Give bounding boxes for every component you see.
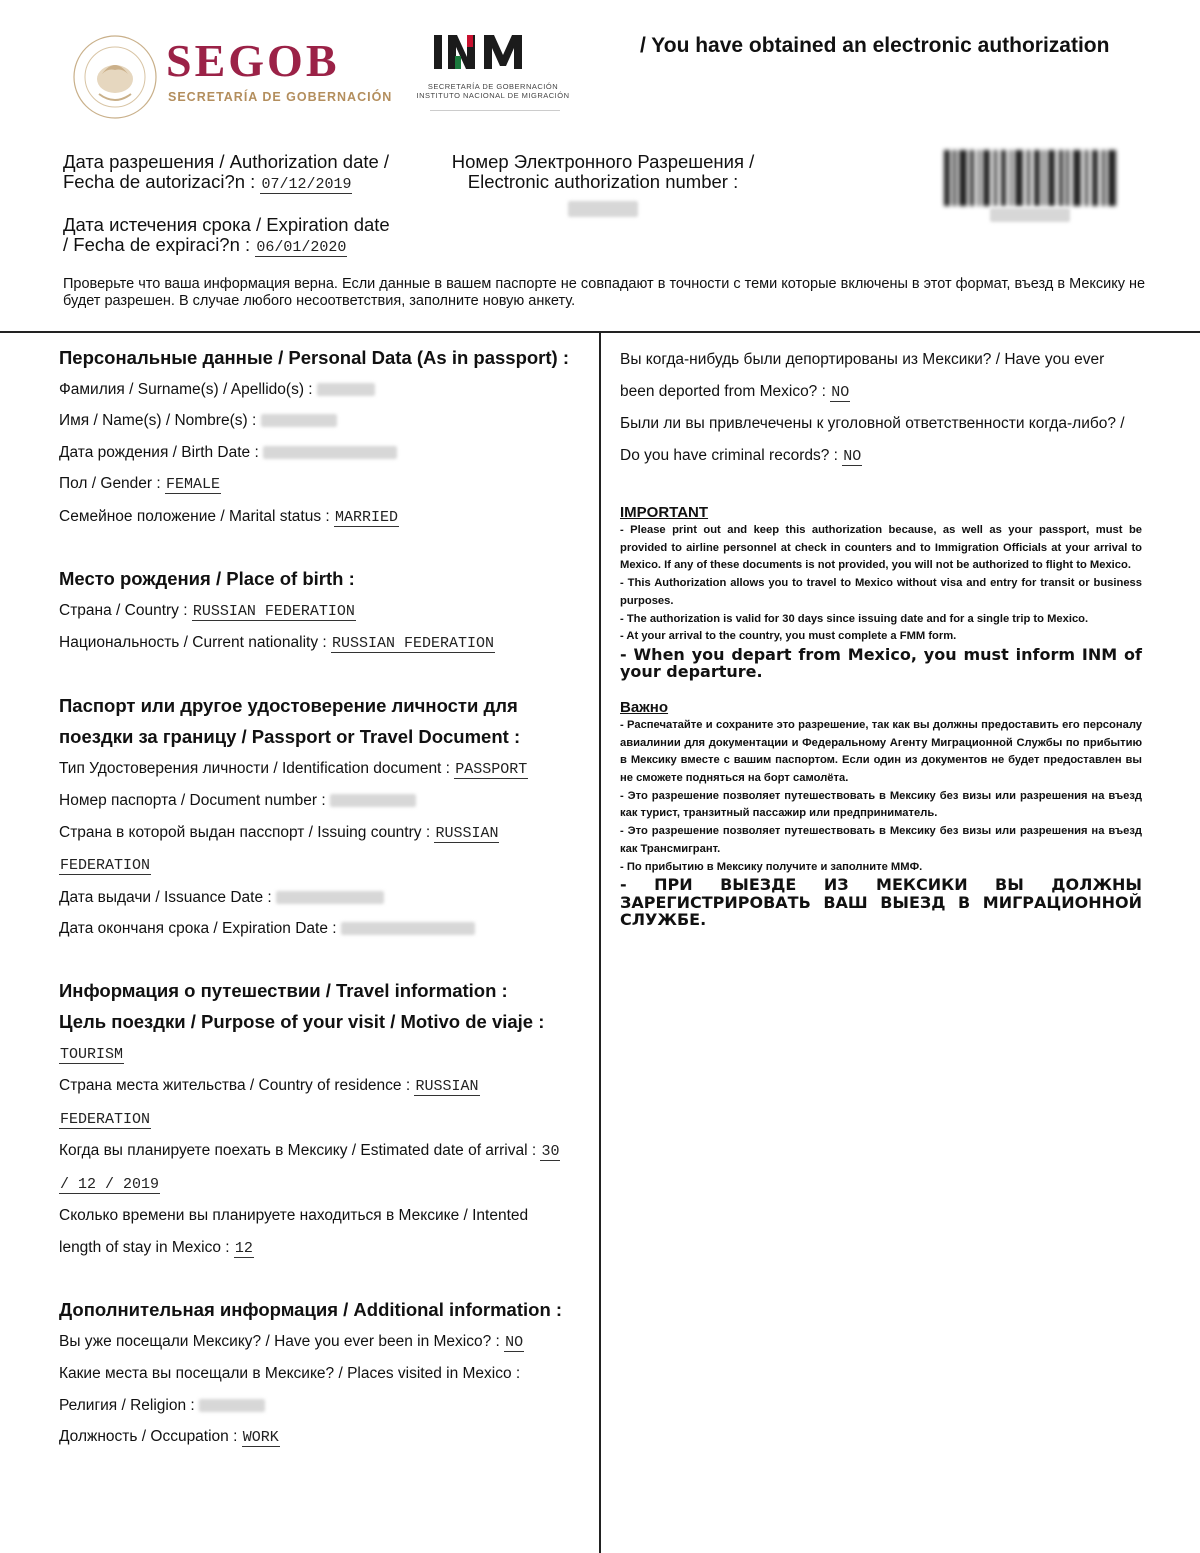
nationality-label: Национальность / Current nationality : <box>59 634 327 651</box>
doc-number-redacted <box>330 794 416 807</box>
religion-label: Религия / Religion : <box>59 1396 195 1414</box>
country-row <box>59 595 579 628</box>
doc-expiration-redacted <box>341 922 475 935</box>
inm-subtitle <box>410 82 576 100</box>
surname-label: Фамилия / Surname(s) / Apellido(s) : <box>59 380 313 398</box>
issuing-country-row <box>59 817 579 850</box>
residence-value-2: FEDERATION <box>60 1110 151 1128</box>
nationality-value: RUSSIAN FEDERATION <box>332 635 495 652</box>
auth-number-redacted <box>568 201 638 217</box>
auth-date-label-es: Fecha de autorizaci?n : <box>63 171 256 192</box>
occupation-row <box>59 1421 579 1454</box>
purpose-value: TOURISM <box>60 1045 124 1063</box>
auth-date-block <box>63 152 389 195</box>
segob-seal-icon <box>72 34 158 120</box>
name-row <box>59 405 579 437</box>
birth-date-row <box>59 437 579 469</box>
vazhno-item: - Это разрешение позволяет путешествовать в Мексику без визы или разрешения на въезд как турист, транзитный пассажир или предприниматель. <box>620 789 1142 820</box>
surname-row <box>59 374 579 406</box>
personal-data-heading: Персональные данные / Personal Data (As in passport) : <box>59 347 569 368</box>
country-label: Страна / Country : <box>59 601 188 619</box>
criminal-row <box>620 440 1142 473</box>
vazhno-item: - Распечатайте и сохраните это разрешение, так как вы должны предоставить его персоналу авиалинии для документации и Федеральному Агенту Миграционной Службы по прибытию в Мексику вместе с вашим паспортом. Если один из документов не будет предоставлен вы не сможете подняться на борт самолёта. <box>620 718 1142 785</box>
gender-label: Пол / Gender : <box>59 475 161 492</box>
auth-number-label: Номер Электронного Разрешения / <box>451 151 755 172</box>
exp-date-label-es: / Fecha de expiraci?n : <box>63 234 251 255</box>
issuance-date-redacted <box>276 891 384 904</box>
exp-date-label: Дата истечения срока / Expiration date <box>63 214 390 235</box>
name-redacted <box>261 414 337 427</box>
vazhno-item: - Это разрешение позволяет путешествовать в Мексику без визы или разрешения на въезд как Трансмигрант. <box>620 825 1142 855</box>
important-item: - This Authorization allows you to travel to Mexico without visa and entry for transit or business purposes. <box>620 577 1142 607</box>
vazhno-departure-notice: - ПРИ ВЫЕЗДЕ ИЗ МЕКСИКИ ВЫ ДОЛЖНЫ ЗАРЕГИСТРИРОВАТЬ ВАШ ВЫЕЗД В МИГРАЦИОННОЙ СЛУЖБЕ. <box>620 875 1142 930</box>
important-departure-notice: - When you depart from Mexico, you must inform INM of your departure. <box>620 644 1142 682</box>
inm-logo-icon <box>432 34 552 70</box>
stay-label-row <box>59 1200 579 1232</box>
deported-label: been deported from Mexico? : <box>620 382 826 400</box>
places-label: Какие места вы посещали в Мексике? / Places visited in Mexico : <box>59 1365 521 1382</box>
issuance-date-label: Дата выдачи / Issuance Date : <box>59 888 272 906</box>
additional-heading: Дополнительная информация / Additional information : <box>59 1299 563 1320</box>
visited-row <box>59 1326 579 1359</box>
occupation-value: WORK <box>242 1429 279 1446</box>
inm-subtitle-line-2: INSTITUTO NACIONAL DE MIGRACIÓN <box>416 91 570 100</box>
barcode-icon <box>944 150 1116 206</box>
doc-expiration-row <box>59 913 579 945</box>
exp-date-value: 06/01/2020 <box>256 239 347 256</box>
residence-row <box>59 1070 579 1103</box>
country-value: RUSSIAN FEDERATION <box>192 602 355 620</box>
name-label: Имя / Name(s) / Nombre(s) : <box>59 412 257 429</box>
auth-date-value: 07/12/2019 <box>261 176 352 193</box>
criminal-value: NO <box>843 447 862 465</box>
religion-row <box>59 1390 579 1422</box>
id-doc-value: PASSPORT <box>455 760 528 778</box>
vazhno-item: - По прибытию в Мексику получите и заполните ММФ. <box>620 860 923 873</box>
arrival-row-2 <box>59 1168 579 1201</box>
visited-value: NO <box>505 1333 524 1351</box>
marital-label: Семейное положение / Marital status : <box>59 507 330 525</box>
arrival-label: Когда вы планируете поехать в Мексику / Estimated date of arrival : <box>59 1142 537 1159</box>
barcode-number-redacted <box>990 208 1070 222</box>
stay-row <box>59 1232 579 1265</box>
vazhno-heading: Важно <box>620 698 669 716</box>
right-column <box>620 344 1142 929</box>
criminal-label-row: Были ли вы привлечечены к уголовной ответственности когда-либо? / <box>620 415 1125 432</box>
exp-date-block <box>63 215 390 258</box>
id-doc-row <box>59 753 579 786</box>
deported-value: NO <box>831 383 850 401</box>
religion-redacted <box>199 1399 265 1412</box>
stay-value: 12 <box>234 1239 253 1257</box>
residence-label: Страна места жительства / Country of residence : <box>59 1077 411 1094</box>
places-row <box>59 1358 579 1390</box>
birth-date-redacted <box>263 446 397 459</box>
page-title: / You have obtained an electronic authorization <box>640 34 1110 57</box>
stay-label-2: length of stay in Mexico : <box>59 1238 230 1256</box>
birthplace-heading: Место рождения / Place of birth : <box>59 568 355 589</box>
purpose-label: Цель поездки / Purpose of your visit / Motivo de viaje : <box>59 1011 545 1032</box>
residence-value: RUSSIAN <box>415 1078 479 1095</box>
important-heading: IMPORTANT <box>620 504 709 521</box>
passport-heading: Паспорт или другое удостоверение личности для поездки за границу / Passport or Travel Document : <box>59 694 521 747</box>
doc-number-row <box>59 785 579 817</box>
occupation-label: Должность / Occupation : <box>59 1428 238 1445</box>
id-doc-label: Тип Удостоверения личности / Identification document : <box>59 759 450 777</box>
criminal-label: Do you have criminal records? : <box>620 446 838 464</box>
important-item: - At your arrival to the country, you must complete a FMM form. <box>620 630 957 643</box>
nationality-row <box>59 627 579 660</box>
auth-number-label-en: Electronic authorization number : <box>467 171 739 192</box>
gender-row <box>59 468 579 501</box>
arrival-month-year-value: / 12 / 2019 <box>60 1175 160 1193</box>
auth-number-block <box>438 152 768 218</box>
issuing-country-value-2: FEDERATION <box>60 857 151 874</box>
important-item: - The authorization is valid for 30 days since issuing date and for a single trip to Mexico. <box>620 612 1089 625</box>
important-item: - Please print out and keep this authorization because, as well as your passport, must be provided to airline personnel at check in counters and to Immigration Officials at your arrival to Mexico. If any of these documents is not provided, you will not be authorized to flight to Mexico. <box>620 524 1142 572</box>
segob-subtitle: SECRETARÍA DE GOBERNACIÓN <box>168 90 393 104</box>
vertical-divider <box>599 333 601 1553</box>
gender-value: FEMALE <box>166 476 221 493</box>
issuing-country-label: Страна в которой выдан пасспорт / Issuing country : <box>59 823 431 841</box>
visited-label: Вы уже посещали Мексику? / Have you ever been in Mexico? : <box>59 1332 500 1350</box>
doc-expiration-label: Дата окончаня срока / Expiration Date : <box>59 920 337 937</box>
issuing-country-value: RUSSIAN <box>435 824 499 842</box>
arrival-row <box>59 1135 579 1168</box>
birth-date-label: Дата рождения / Birth Date : <box>59 443 259 461</box>
inm-underline <box>430 110 560 111</box>
issuing-country-row-2 <box>59 849 579 882</box>
deported-row <box>620 376 1142 409</box>
issuance-date-row <box>59 882 579 914</box>
verification-warning: Проверьте что ваша информация верна. Если данные в вашем паспорте не совпадают в точности с теми которые включены в этот формат, въезд в Мексику не будет разрешен. В случае любого несоответствия, заполните новую анкету. <box>63 276 1146 309</box>
residence-row-2 <box>59 1103 579 1136</box>
deported-label-row: Вы когда-нибудь были депортированы из Мексики? / Have you ever <box>620 351 1105 368</box>
marital-row <box>59 501 579 534</box>
inm-subtitle-line-1: SECRETARÍA DE GOBERNACIÓN <box>427 82 559 91</box>
doc-number-label: Номер паспорта / Document number : <box>59 792 326 809</box>
marital-value: MARRIED <box>335 508 399 526</box>
travel-heading: Информация о путешествии / Travel information : <box>59 979 508 1001</box>
stay-label: Сколько времени вы планируете находиться в Мексике / Intented <box>59 1207 529 1224</box>
segob-logo-text: SEGOB <box>166 35 340 86</box>
arrival-day-value: 30 <box>541 1143 560 1160</box>
left-column <box>59 342 579 1454</box>
auth-date-label: Дата разрешения / Authorization date / <box>63 151 390 172</box>
surname-redacted <box>317 383 375 396</box>
purpose-row <box>59 1038 579 1071</box>
